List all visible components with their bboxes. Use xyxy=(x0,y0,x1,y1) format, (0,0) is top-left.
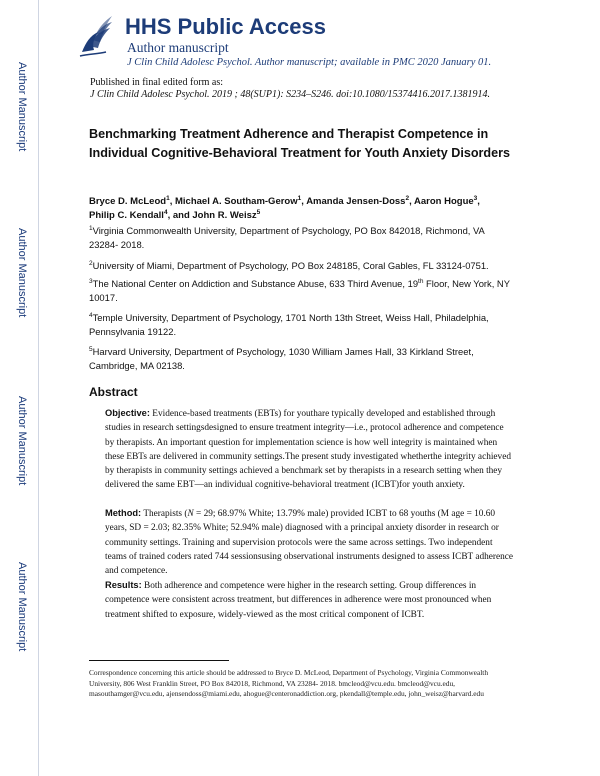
affiliation-sup: 4 xyxy=(89,312,93,319)
results-label: Results: xyxy=(105,580,142,590)
author-list: Bryce D. McLeod$^1$, Michael A. Southam-Gerow$^1$, Amanda Jensen-Doss$^2$, Aaron Hogue$^3$, Philip C. Kendall$^4$, and John R. Weisz$^5$ xyxy=(89,195,480,221)
objective-text: Evidence-based treatments (EBTs) for youthare typically developed and established through studies in research settingsdesigned to ensure treatment integrity—i.e., protocol adherence and competence by therapists. An important question for implementation science is how well integrity is maintained when these EBTs are delivered in community settings.The present study investigated whetherthe integrity achieved by therapists in community settings achieved a benchmark set by therapists in a research setting when they delivered the same EBT—an individual cognitive-behavioral treatment (ICBT)for youth anxiety. xyxy=(105,409,511,491)
affiliation-text: Harvard University, Department of Psychology, 1030 William James Hall, 33 Kirkland Street, Cambridge, MA 02138. xyxy=(89,346,474,371)
affiliation-text: The National Center on Addiction and Substance Abuse, 633 Third Avenue, 19 xyxy=(92,278,419,289)
method-n: N xyxy=(187,509,194,519)
author-name: John R. Weisz xyxy=(192,210,257,221)
citation-text: J Clin Child Adolesc Psychol. 2019 ; 48(SUP1): S234–S246. doi:10.1080/15374416.2017.1381914. xyxy=(90,89,491,100)
author-sup: 1 xyxy=(166,195,170,202)
objective-paragraph xyxy=(105,406,515,493)
citation-line xyxy=(90,89,490,100)
affiliation-4 xyxy=(89,311,514,339)
side-label-1: Author Manuscript xyxy=(16,62,28,152)
published-label: Published in final edited form as: xyxy=(90,77,224,88)
author-manuscript-label: Author manuscript xyxy=(127,40,229,55)
affiliation-ordinal: th xyxy=(418,278,424,285)
abstract-heading: Abstract xyxy=(89,385,138,399)
margin-rule xyxy=(38,0,39,776)
hhs-title: HHS Public Access xyxy=(125,14,326,39)
correspondence-footnote: Correspondence concerning this article should be addressed to Bryce D. McLeod, Department of Psychology, Virginia Commonwealth University, 806 West Franklin Street, PO Box 842018, Richmond, VA 23284- 2018. bmcleod@vcu.edu. bmcleod@vcu.edu, masouthamger@vcu.edu, ajensendoss@miami.edu, ahogue@centeronaddiction.org, pkendall@temple.edu, john_weisz@harvard.edu xyxy=(89,668,489,699)
affiliation-sup: 1 xyxy=(89,225,93,232)
author-sup: 1 xyxy=(297,195,302,202)
method-paragraph xyxy=(105,506,515,578)
method-text: Therapists ( xyxy=(143,509,188,519)
results-text: Both adherence and competence were higher in the research setting. Group differences in competence were consistent across treatment, but differences in adherence were most pronounced when treatment shifted to exposure, widely-viewed as the most critical component of ICBT. xyxy=(105,581,492,620)
author-name: Michael A. Southam-Gerow xyxy=(174,196,298,207)
journal-line xyxy=(127,57,491,68)
hhs-eagle-logo-icon xyxy=(76,12,114,60)
affiliation-sup: 5 xyxy=(89,346,93,353)
author-sup: 3 xyxy=(473,195,478,202)
affiliation-text: Temple University, Department of Psychology, 1701 North 13th Street, Weiss Hall, Philadelphia, Pennsylvania 19122. xyxy=(89,312,489,337)
affiliation-3 xyxy=(89,277,514,305)
affiliation-sup: 3 xyxy=(89,278,93,285)
article-title: Benchmarking Treatment Adherence and Therapist Competence in Individual Cognitive-Behavioral Treatment for Youth Anxiety Disorders xyxy=(89,127,511,160)
objective-label: Objective: xyxy=(105,408,150,418)
author-sup: 5 xyxy=(256,209,261,216)
affiliation-sup: 2 xyxy=(89,260,93,267)
author-name: Aaron Hogue xyxy=(414,196,474,207)
author-sup: 4 xyxy=(163,209,168,216)
affiliation-text: Virginia Commonwealth University, Department of Psychology, PO Box 842018, Richmond, VA 23284- 2018. xyxy=(89,225,485,250)
author-sup: 2 xyxy=(405,195,410,202)
method-text: = 29; 68.97% White; 13.79% male) provided ICBT to 68 youths (M age = 10.60 years, SD = 2.03; 82.35% White; 52.94% male) diagnosed with a principal anxiety disorder in research or community settings. Training and supervision protocols were the same across settings. Two independent teams of trained coders rated 744 sessionsusing observational instruments designed to assess ICBT adherence and competence. xyxy=(105,509,514,577)
author-name: Philip C. Kendall xyxy=(89,210,164,221)
affiliation-1 xyxy=(89,224,514,252)
method-label: Method: xyxy=(105,508,142,518)
author-name: Bryce D. McLeod xyxy=(89,196,167,207)
side-label-2: Author Manuscript xyxy=(16,228,28,318)
affiliation-text: University of Miami, Department of Psychology, PO Box 248185, Coral Gables, FL 33124-0751. xyxy=(92,260,489,271)
side-label-3: Author Manuscript xyxy=(16,396,28,486)
affiliation-text: Floor, New York, NY 10017. xyxy=(89,278,510,303)
results-paragraph xyxy=(105,578,515,622)
affiliation-2 xyxy=(89,259,514,273)
side-label-4: Author Manuscript xyxy=(16,562,28,652)
footnote-rule xyxy=(89,660,229,661)
author-name: Amanda Jensen-Doss xyxy=(306,196,406,207)
journal-line-text: J Clin Child Adolesc Psychol. Author manuscript; available in PMC 2020 January 01. xyxy=(127,57,492,68)
affiliation-5 xyxy=(89,345,514,373)
